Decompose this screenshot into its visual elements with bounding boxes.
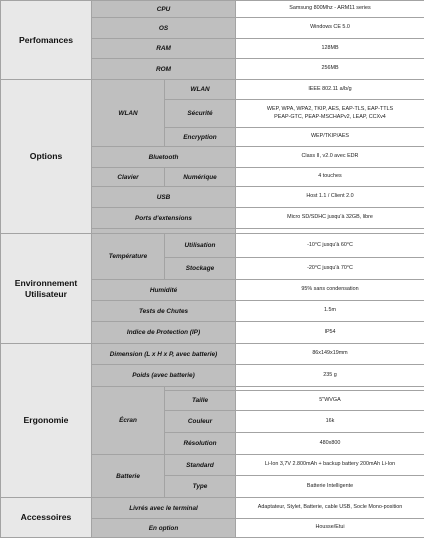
label-humidite: Humidité [92, 280, 236, 301]
value-protection: IP54 [236, 322, 424, 344]
section-accessoires: Accessoires [1, 498, 92, 538]
value-os: Windows CE 5.0 [236, 18, 424, 39]
group-wlan: WLAN [92, 80, 165, 147]
label-clavier: Clavier [92, 168, 165, 187]
row-utilisation [1, 234, 424, 258]
label-couleur: Couleur [165, 411, 236, 433]
row-cpu [1, 1, 424, 18]
section-options: Options [1, 80, 92, 234]
label-type: Type [165, 476, 236, 498]
value-dimension: 86x149x19mm [236, 344, 424, 365]
label-securite: Sécurité [165, 100, 236, 128]
value-chutes: 1.5m [236, 301, 424, 322]
label-encryption: Encryption [165, 128, 236, 147]
label-resolution: Résolution [165, 433, 236, 455]
label-os: OS [92, 18, 236, 39]
label-chutes: Tests de Chutes [92, 301, 236, 322]
label-ports: Ports d'extensions [92, 208, 236, 229]
group-ecran: Écran [92, 387, 165, 455]
section-environnement-line2: Utilisateur [4, 289, 88, 300]
label-taille: Taille [165, 391, 236, 411]
value-ram: 128MB [236, 39, 424, 59]
value-humidite: 95% sans condensation [236, 280, 424, 301]
value-utilisation: -10°C jusqu'à 60°C [236, 234, 424, 258]
label-option: En option [92, 519, 236, 538]
label-stockage: Stockage [165, 258, 236, 280]
label-usb: USB [92, 187, 236, 208]
value-securite [236, 100, 424, 128]
label-protection: Indice de Protection (IP) [92, 322, 236, 344]
section-ergonomie: Ergonomie [1, 344, 92, 498]
value-type: Batterie Intelligente [236, 476, 424, 498]
label-livres: Livrés avec le terminal [92, 498, 236, 519]
value-taille: 5"WVGA [236, 391, 424, 411]
value-clavier: 4 touches [236, 168, 424, 187]
row-livres [1, 498, 424, 519]
value-encryption: WEP/TKIP/AES [236, 128, 424, 147]
value-livres: Adaptateur, Stylet, Batterie, cable USB, Socle Mono-position [236, 498, 424, 519]
label-rom: ROM [92, 59, 236, 80]
value-couleur: 16k [236, 411, 424, 433]
label-bluetooth: Bluetooth [92, 147, 236, 168]
value-ports: Micro SD/SDHC jusqu'à 32GB, libre [236, 208, 424, 229]
label-ram: RAM [92, 39, 236, 59]
value-usb: Host 1.1 / Client 2.0 [236, 187, 424, 208]
value-resolution: 480x800 [236, 433, 424, 455]
value-option: Housse/Etui [236, 519, 424, 538]
label-standard: Standard [165, 455, 236, 476]
group-batterie: Batterie [92, 455, 165, 498]
value-bluetooth: Class II, v2.0 avec EDR [236, 147, 424, 168]
label-utilisation: Utilisation [165, 234, 236, 258]
label-wlan: WLAN [165, 80, 236, 100]
row-wlan [1, 80, 424, 100]
value-cpu: Samsung 800Mhz - ARM11 series [236, 1, 424, 18]
value-wlan: IEEE 802.11 a/b/g [236, 80, 424, 100]
value-securite-line2: PEAP-GTC, PEAP-MSCHAPv2, LEAP, CCXv4 [239, 114, 421, 122]
section-environnement-line1: Environnement [4, 278, 88, 289]
value-rom: 256MB [236, 59, 424, 80]
label-numerique: Numérique [165, 168, 236, 187]
label-cpu: CPU [92, 1, 236, 18]
group-temperature: Température [92, 234, 165, 280]
section-environnement [1, 234, 92, 344]
label-poids: Poids (avec batterie) [92, 365, 236, 387]
value-securite-line1: WEP, WPA, WPA2, TKIP, AES, EAP-TLS, EAP-TTLS [239, 106, 421, 114]
row-dimension [1, 344, 424, 365]
value-stockage: -20°C jusqu'à 70°C [236, 258, 424, 280]
value-standard: Li-Ion 3,7V 2.800mAh + backup battery 200mAh Li-Ion [236, 455, 424, 476]
section-perfomances: Perfomances [1, 1, 92, 80]
label-dimension: Dimension (L x H x P, avec batterie) [92, 344, 236, 365]
value-poids: 235 g [236, 365, 424, 387]
